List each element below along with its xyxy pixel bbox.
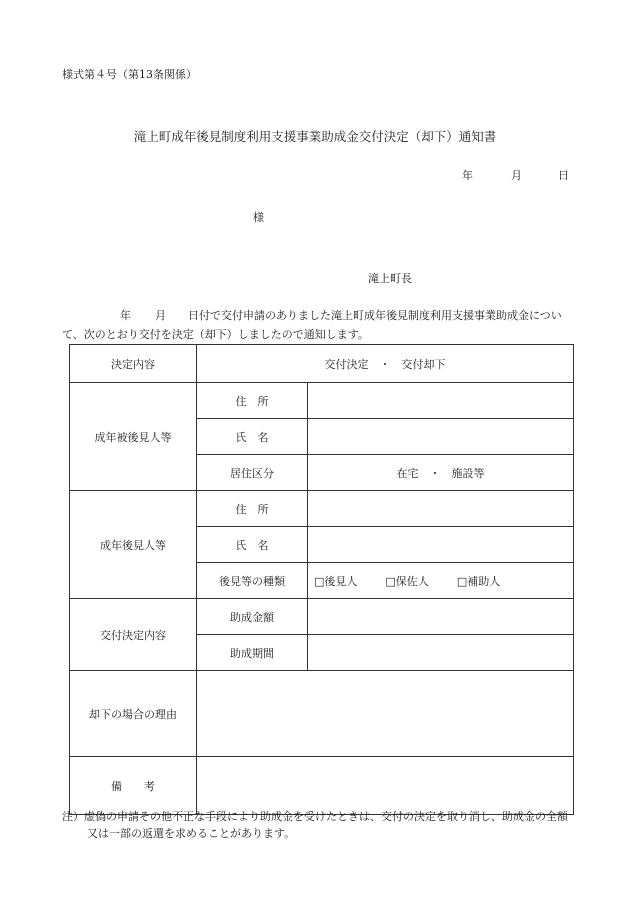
grant-period-label: 助成期間 [197, 635, 308, 671]
ward-address-field[interactable] [308, 383, 574, 419]
issuer: 滝上町長 [368, 272, 412, 285]
grant-amount-label: 助成金額 [197, 599, 308, 635]
guardian-type-label: 後見等の種類 [197, 563, 308, 599]
checkbox-curator[interactable]: □保佐人 [385, 574, 429, 588]
checkbox-assistant[interactable]: □補助人 [456, 574, 501, 588]
footnote-text: 注）虚偽の申請その他不正な手段により助成金を受けたときは、交付の決定を取り消し、助成金の全額又は一部の返還を求めることがあります。 [62, 810, 568, 840]
date-day: 日 [558, 169, 569, 182]
body-text: 日付で交付申請のありました滝上町成年後見制度利用支援事業助成金について、次のとおり交付を決定（却下）しましたので通知します。 [62, 309, 562, 341]
grant-amount-field[interactable] [308, 599, 574, 635]
guardian-address-label: 住 所 [197, 491, 308, 527]
residence-value[interactable]: 在宅 ・ 施設等 [308, 455, 574, 491]
ward-address-row [70, 383, 574, 419]
form-number: 様式第４号（第13条関係） [62, 68, 197, 81]
date-month: 月 [511, 169, 522, 182]
document-title: 滝上町成年後見制度利用支援事業助成金交付決定（却下）通知書 [133, 129, 497, 144]
ward-label: 成年被後見人等 [70, 383, 197, 491]
addressee-suffix: 様 [253, 211, 264, 224]
grant-period-field[interactable] [308, 635, 574, 671]
decision-row [70, 345, 574, 383]
remarks-label: 備 考 [70, 757, 197, 815]
notice-body [62, 306, 577, 344]
remarks-field[interactable] [197, 757, 574, 815]
ward-address-label: 住 所 [197, 383, 308, 419]
body-month: 月 [155, 309, 166, 322]
residence-label: 居住区分 [197, 455, 308, 491]
reject-label: 却下の場合の理由 [70, 671, 197, 757]
checkbox-guardian[interactable]: □後見人 [314, 574, 358, 588]
decision-table [69, 344, 574, 815]
grant-amount-row [70, 599, 574, 635]
grant-label: 交付決定内容 [70, 599, 197, 671]
remarks-row [70, 757, 574, 815]
decision-value: 交付決定 ・ 交付却下 [197, 345, 574, 383]
ward-name-field[interactable] [308, 419, 574, 455]
guardian-label: 成年後見人等 [70, 491, 197, 599]
footnote [62, 808, 577, 842]
ward-name-label: 氏 名 [197, 419, 308, 455]
guardian-type-options [308, 563, 574, 599]
body-year: 年 [120, 309, 131, 322]
reject-row [70, 671, 574, 757]
decision-label: 決定内容 [70, 345, 197, 383]
guardian-name-field[interactable] [308, 527, 574, 563]
guardian-address-field[interactable] [308, 491, 574, 527]
guardian-name-label: 氏 名 [197, 527, 308, 563]
date-year: 年 [462, 169, 473, 182]
reject-reason-field[interactable] [197, 671, 574, 757]
guardian-address-row [70, 491, 574, 527]
